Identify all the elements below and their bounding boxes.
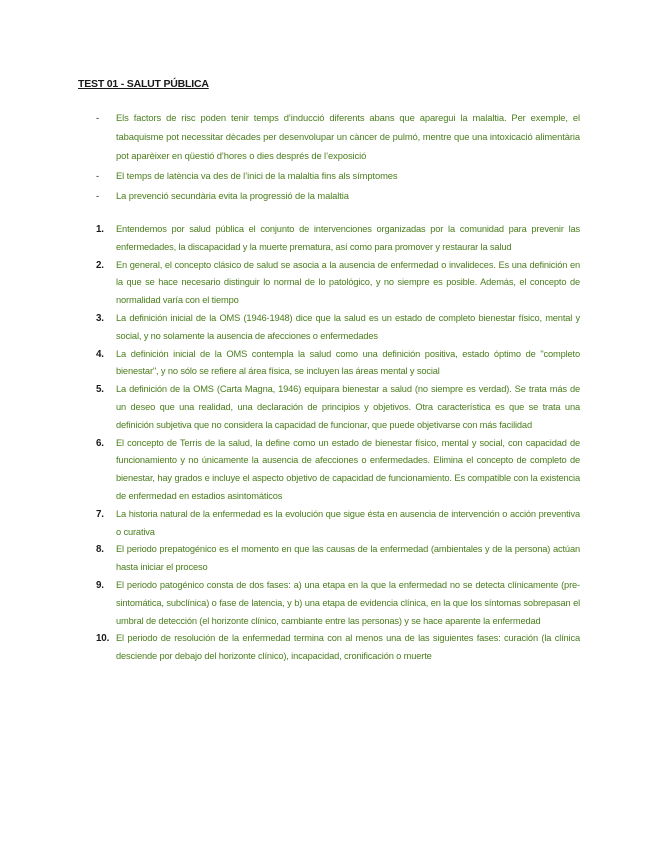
bullet-item [96,166,580,185]
item-text: El periodo patogénico consta de dos fases: a) una etapa en la que la enfermedad no se detecta clínicamente (pre-sintomática, subclínica) o fase de latencia, y b) una etapa de evidencia clínica, en la que los síntomas sobrepasan el umbral de detección (el horizonte clínico, cambiante entre las personas) y se hace aparente la enfermedad [116,579,580,626]
item-number: 1. [96,224,104,235]
item-number: 2. [96,259,104,271]
numbered-item [96,541,580,577]
item-number: 10. [96,633,110,645]
item-text: El concepto de Terris de la salud, la define como un estado de bienestar físico, mental y social, con capacidad de funcionamiento y no únicamente la ausencia de afecciones o enfermedades. Elimina el concepto de completo de bienestar, hay grados e incluye el aspecto objetivo de capacidad de funcionamiento. Es compatible con la existencia de enfermedad en estadios asintomáticos [116,437,580,501]
item-text: La definición inicial de la OMS (1946-1948) dice que la salud es un estado de completo bienestar físico, mental y social, y no solamente la ausencia de afecciones o enfermedades [116,312,580,341]
item-number: 3. [96,312,104,324]
item-number: 7. [96,508,104,520]
item-text: En general, el concepto clásico de salud se asocia a la ausencia de enfermedad o invalideces. Es una definición en la que se hace necesario distinguir lo normal de lo patológico, y no siempre es posible. Además, el concepto de normalidad varía con el tiempo [116,259,580,306]
bullet-marker: - [96,112,100,123]
numbered-item [96,346,580,382]
numbered-list [96,221,580,666]
bullet-text: Els factors de risc poden tenir temps d’inducció diferents abans que aparegui la malaltia. Per exemple, el tabaquisme pot necessitar dècades per desenvolupar un càncer de pulmó, mentre que una intoxicació alimentària pot aparèixer en qüestió d’hores o dies després de l’exposició [116,112,580,161]
item-text: El periodo de resolución de la enfermedad termina con al menos una de las siguientes fases: curación (la clínica desciende por debajo del horizonte clínico), incapacidad, cronificación o muerte [116,633,580,662]
item-number: 5. [96,384,104,396]
numbered-item [96,506,580,542]
bullet-text: El temps de latència va des de l’inici de la malaltia fins als símptomes [116,170,398,181]
document-title: TEST 01 - SALUT PÚBLICA [78,78,209,90]
item-text: La historia natural de la enfermedad es la evolución que sigue ésta en ausencia de intervención o acción preventiva o curativa [116,508,580,537]
numbered-item [96,630,580,666]
numbered-item [96,310,580,346]
numbered-item [96,577,580,630]
bullet-marker: - [96,190,100,201]
numbered-item [96,435,580,506]
bullet-item [96,108,580,165]
item-number: 9. [96,579,104,591]
bullet-text: La prevenció secundària evita la progressió de la malaltia [116,190,349,201]
bullet-marker: - [96,170,100,181]
item-number: 6. [96,437,104,449]
bullet-list [96,108,580,206]
numbered-item [96,381,580,434]
numbered-item [96,257,580,310]
numbered-item [96,221,580,257]
item-text: Entendemos por salud pública el conjunto de intervenciones organizadas por la comunidad para prevenir las enfermedades, la discapacidad y la muerte prematura, así como para promover y restaurar la salud [116,224,580,252]
item-number: 8. [96,544,104,556]
item-number: 4. [96,348,104,360]
item-text: El periodo prepatogénico es el momento en que las causas de la enfermedad (ambientales y de la persona) actúan hasta iniciar el proceso [116,544,580,573]
item-text: La definición de la OMS (Carta Magna, 1946) equipara bienestar a salud (no siempre es verdad). Se trata más de un deseo que una realidad, una declaración de principios y objetivos. Otra característica es que se trata una definición subjetiva que no considera la capacidad de funcionar, que puede objetivarse con más facilidad [116,384,580,430]
bullet-item [96,186,580,205]
item-text: La definición inicial de la OMS contempla la salud como una definición positiva, estado óptimo de "completo bienestar", y no sólo se refiere al área física, se incluyen las áreas mental y social [116,348,580,377]
